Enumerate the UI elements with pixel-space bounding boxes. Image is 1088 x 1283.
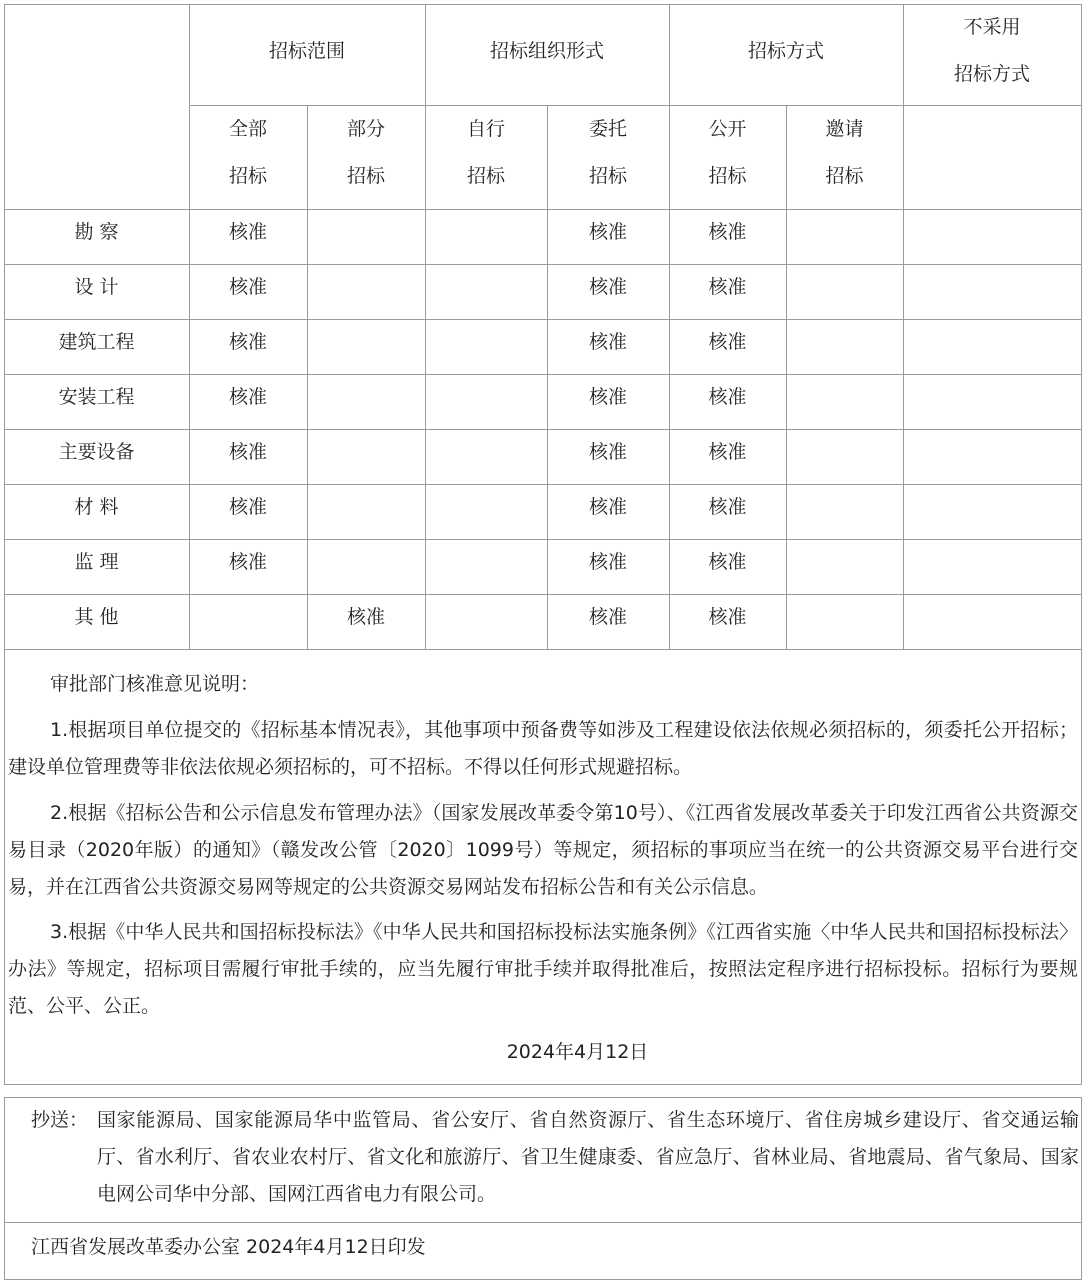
subheader-self-line1: 自行	[466, 118, 505, 140]
table-cell: 核准	[588, 496, 627, 518]
opinion-heading: 审批部门核准意见说明：	[50, 673, 260, 695]
table-cell: 核准	[708, 606, 747, 628]
table-bottom-border	[4, 1084, 1082, 1085]
subheader-entrust-line2: 招标	[588, 165, 627, 187]
table-cell: 核准	[228, 441, 267, 463]
row-label: 监 理	[74, 551, 119, 573]
row-label: 建筑工程	[58, 331, 135, 353]
row-label: 主要设备	[58, 441, 135, 463]
table-cell: 核准	[588, 551, 627, 573]
opinion-date: 2024年4月12日	[506, 1041, 649, 1063]
header-method: 招标方式	[747, 40, 824, 62]
header-org-form: 招标组织形式	[489, 40, 604, 62]
row-label: 勘 察	[74, 221, 119, 243]
table-cell: 核准	[708, 276, 747, 298]
subheader-invite-line1: 邀请	[825, 118, 864, 140]
subheader-open-line1: 公开	[708, 118, 747, 140]
table-cell: 核准	[588, 331, 627, 353]
table-cell: 核准	[708, 496, 747, 518]
subheader-open-line2: 招标	[708, 165, 747, 187]
table-cell: 核准	[228, 221, 267, 243]
footer-box	[4, 1097, 1082, 1280]
table-cell: 核准	[346, 606, 385, 628]
table-cell: 核准	[708, 331, 747, 353]
table-right-border	[1081, 4, 1082, 1084]
row-label: 其 他	[74, 606, 119, 628]
table-cell: 核准	[708, 221, 747, 243]
row-label: 安装工程	[58, 386, 135, 408]
table-cell: 核准	[588, 606, 627, 628]
header-no-method-line1: 不采用	[963, 16, 1021, 38]
table-cell: 核准	[228, 276, 267, 298]
table-cell: 核准	[588, 386, 627, 408]
subheader-invite-line2: 招标	[825, 165, 864, 187]
table-cell: 核准	[228, 331, 267, 353]
table-cell: 核准	[588, 221, 627, 243]
subheader-all-line1: 全部	[228, 118, 267, 140]
subheader-entrust-line1: 委托	[588, 118, 627, 140]
issuer-line: 江西省发展改革委办公室 2024年4月12日印发	[31, 1236, 426, 1258]
table-cell: 核准	[228, 386, 267, 408]
table-cell: 核准	[708, 441, 747, 463]
cc-label: 抄送：	[31, 1109, 89, 1131]
footer-divider	[5, 1222, 1081, 1223]
table-cell: 核准	[588, 441, 627, 463]
opinion-paragraph-3: 3.根据《中华人民共和国招标投标法》《中华人民共和国招标投标法实施条例》《江西省实施〈中华人民共和国招标投标法〉办法》等规定，招标项目需履行审批手续的，应当先履行审批手续并取得批准后，按照法定程序进行招标投标。招标行为要规范、公平、公正。	[8, 921, 1078, 1017]
opinion-paragraph-2: 2.根据《招标公告和公示信息发布管理办法》（国家发展改革委令第10号）、《江西省发展改革委关于印发江西省公共资源交易目录（2020年版）的通知》（赣发改公管〔2020〕1099号）等规定，须招标的事项应当在统一的公共资源交易平台进行交易，并在江西省公共资源交易网等规定的公共资源交易网站发布招标公告和有关公示信息。	[8, 802, 1078, 898]
header-scope: 招标范围	[268, 40, 345, 62]
subheader-self-line2: 招标	[466, 165, 505, 187]
subheader-partial-line1: 部分	[346, 118, 385, 140]
row-label: 材 料	[74, 496, 119, 518]
table-cell: 核准	[588, 276, 627, 298]
opinion-paragraph-1: 1.根据项目单位提交的《招标基本情况表》，其他事项中预备费等如涉及工程建设依法依规必须招标的，须委托公开招标；建设单位管理费等非依法依规必须招标的，可不招标。不得以任何形式规避招标。	[8, 719, 1078, 778]
subheader-partial-line2: 招标	[346, 165, 385, 187]
header-no-method-line2: 招标方式	[953, 63, 1030, 85]
cc-text: 国家能源局、国家能源局华中监管局、省公安厅、省自然资源厅、省生态环境厅、省住房城乡建设厅、省交通运输厅、省水利厅、省农业农村厅、省文化和旅游厅、省卫生健康委、省应急厅、省林业局、省地震局、省气象局、国家电网公司华中分部、国网江西省电力有限公司。	[97, 1109, 1079, 1205]
table-cell: 核准	[708, 551, 747, 573]
table-cell: 核准	[708, 386, 747, 408]
row-label: 设 计	[74, 276, 119, 298]
subheader-all-line2: 招标	[228, 165, 267, 187]
table-cell: 核准	[228, 496, 267, 518]
table-cell: 核准	[228, 551, 267, 573]
